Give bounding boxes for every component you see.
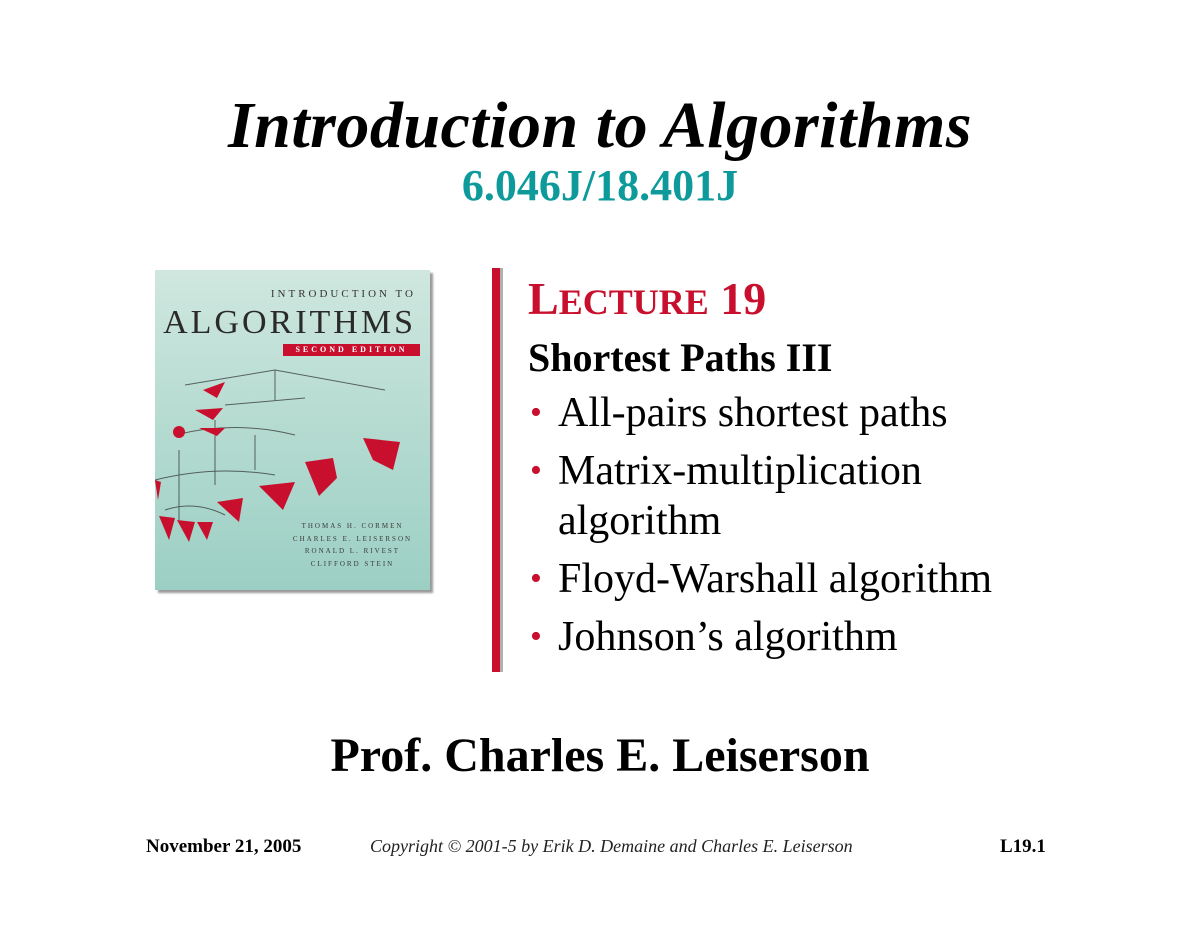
lecture-heading-initial: L — [528, 273, 559, 324]
book-author: RONALD L. RIVEST — [304, 547, 401, 555]
bullet-icon: • — [530, 452, 542, 489]
book-author: THOMAS H. CORMEN — [301, 522, 404, 530]
lecture-heading — [528, 272, 766, 325]
footer-date: November 21, 2005 — [146, 836, 302, 857]
lecture-number: 19 — [720, 273, 767, 324]
vertical-divider — [492, 268, 500, 672]
book-cover-image — [155, 270, 430, 590]
course-number: 6.046J/18.401J — [461, 161, 739, 210]
bullet-icon: • — [530, 618, 542, 655]
professor-name: Prof. Charles E. Leiserson — [330, 729, 870, 782]
book-author: CLIFFORD STEIN — [310, 559, 395, 568]
list-item — [528, 446, 1088, 546]
slide-number: L19.1 — [1000, 836, 1046, 857]
lecture-topic: Shortest Paths III — [528, 335, 833, 380]
vertical-divider-shadow — [500, 268, 503, 672]
topic-list — [528, 388, 1088, 670]
list-item — [528, 554, 1088, 604]
list-item-text: Floyd-Warshall algorithm — [558, 556, 993, 602]
list-item — [528, 388, 1088, 438]
lecture-heading-rest: ECTURE — [558, 282, 709, 322]
book-author: CHARLES E. LEISERSON — [292, 534, 413, 543]
bullet-icon: • — [530, 394, 542, 431]
book-edition: SECOND EDITION — [295, 345, 408, 354]
book-subtitle: INTRODUCTION TO — [270, 288, 416, 300]
course-title: Introduction to Algorithms — [227, 89, 973, 162]
footer-copyright: Copyright © 2001-5 by Erik D. Demaine and Charles E. Leiserson — [370, 836, 853, 856]
book-authors — [287, 520, 418, 570]
book-title: ALGORITHMS — [163, 304, 416, 341]
list-item-text: All-pairs shortest paths — [558, 390, 948, 436]
list-item-text: Johnson’s algorithm — [558, 614, 898, 660]
bullet-icon: • — [530, 560, 542, 597]
list-item — [528, 612, 1088, 662]
list-item-text: Matrix-multiplication algorithm — [558, 448, 922, 544]
book-edition-banner — [283, 344, 420, 356]
